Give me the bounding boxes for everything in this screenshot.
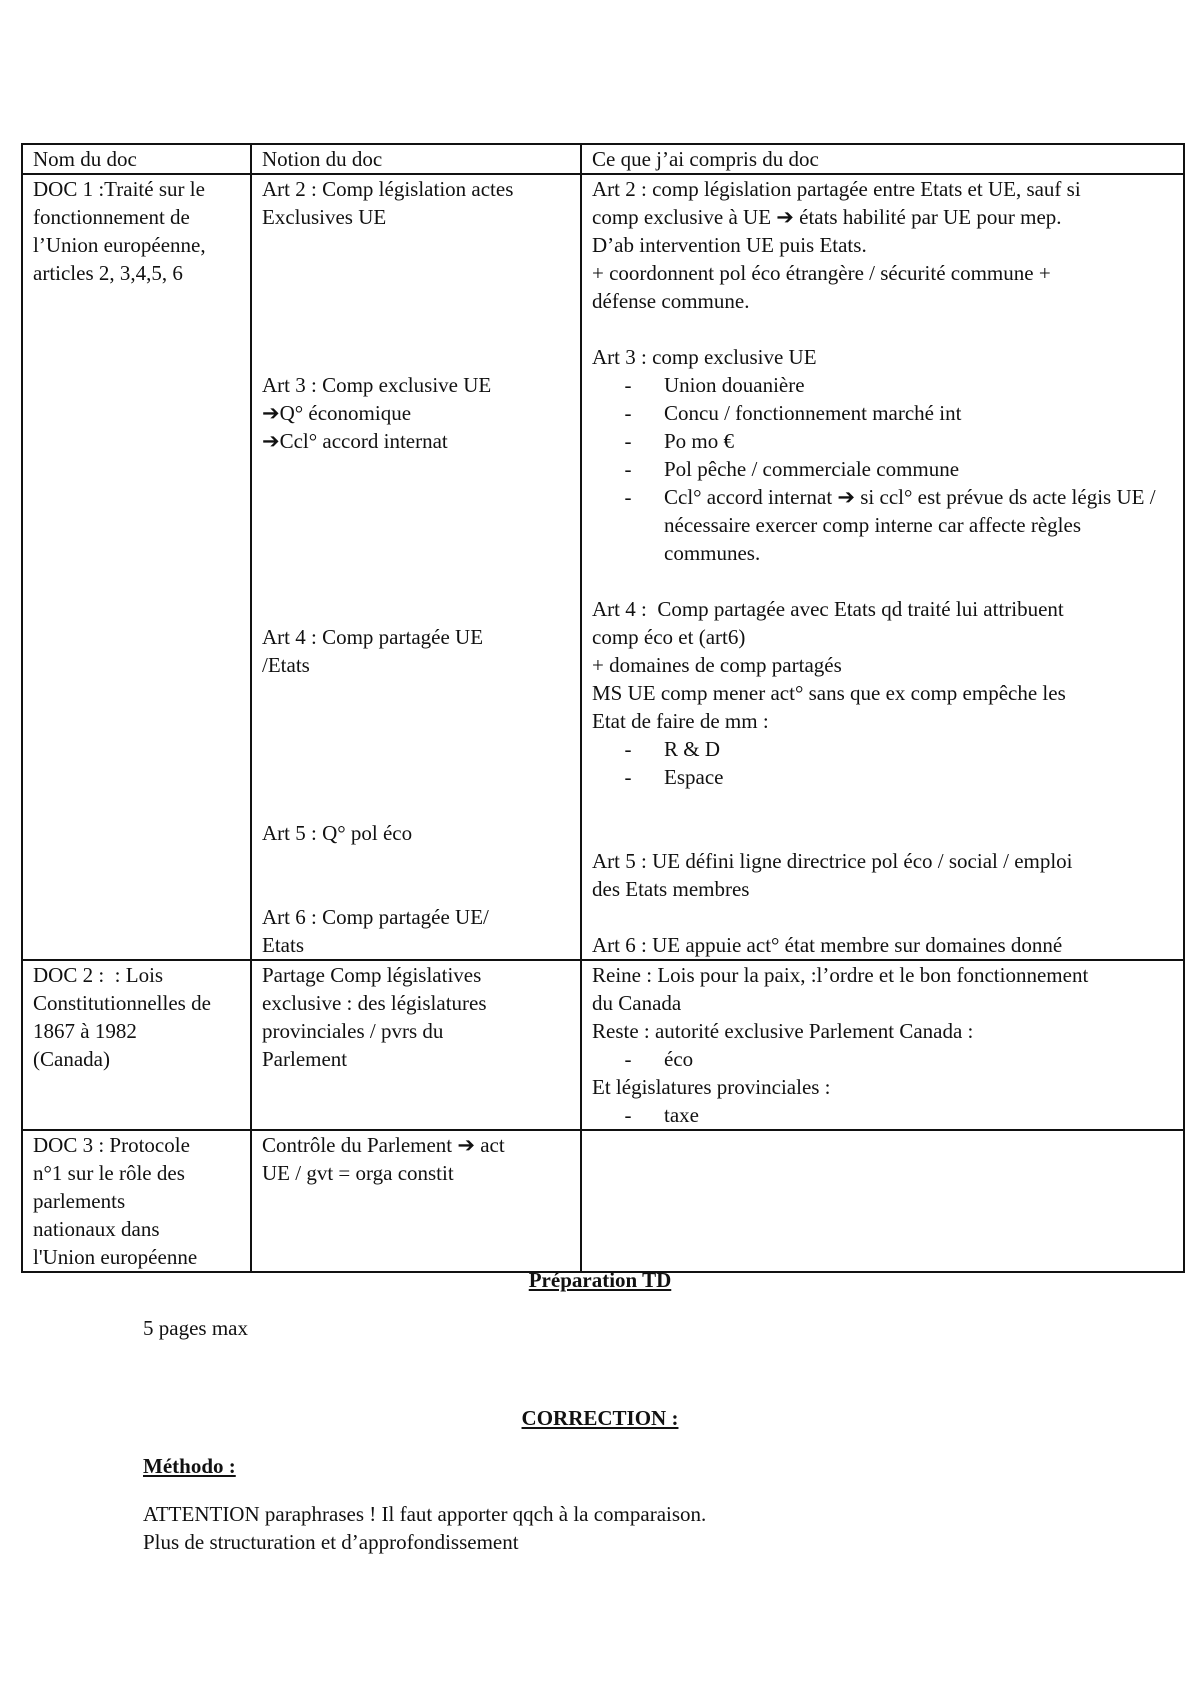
table-row-doc2 bbox=[22, 960, 1184, 1130]
list-item bbox=[592, 455, 1175, 483]
doc1-understood-art4: comp éco et (art6) bbox=[592, 625, 746, 649]
doc1-name-line: l’Union européenne, bbox=[33, 233, 206, 257]
list-item-text: Espace bbox=[664, 765, 724, 789]
list-item bbox=[592, 763, 1175, 791]
doc1-notion-art3: ➔Ccl° accord internat bbox=[262, 429, 448, 453]
doc1-understood-art2: comp exclusive à UE ➔ états habilité par UE pour mep. bbox=[592, 205, 1062, 229]
header-ce-que-jai-compris: Ce que j’ai compris du doc bbox=[581, 144, 1184, 174]
dash-bullet: - bbox=[624, 457, 632, 481]
list-item bbox=[592, 427, 1175, 455]
list-item-text: taxe bbox=[664, 1103, 699, 1127]
doc1-notion-art3: Art 3 : Comp exclusive UE bbox=[262, 373, 492, 397]
list-item bbox=[592, 735, 1175, 763]
list-item-text: Concu / fonctionnement marché int bbox=[664, 401, 962, 425]
doc1-understood-art2: + coordonnent pol éco étrangère / sécurité commune + bbox=[592, 261, 1051, 285]
doc2-notion-line: exclusive : des législatures bbox=[262, 991, 487, 1015]
dash-bullet: - bbox=[624, 765, 632, 789]
doc1-name-line: fonctionnement de bbox=[33, 205, 190, 229]
list-item bbox=[592, 1101, 1175, 1129]
methodo-heading: Méthodo : bbox=[143, 1454, 236, 1478]
doc1-understood-art2: Art 2 : comp législation partagée entre Etats et UE, sauf si bbox=[592, 177, 1081, 201]
list-item-text: éco bbox=[664, 1047, 694, 1071]
correction-title: CORRECTION : bbox=[521, 1406, 679, 1430]
doc1-understood-art5: Art 5 : UE défini ligne directrice pol éco / social / emploi bbox=[592, 849, 1073, 873]
doc3-name-line: l'Union européenne bbox=[33, 1245, 198, 1269]
doc2-name-line: (Canada) bbox=[33, 1047, 110, 1071]
doc1-notion-art6: Etats bbox=[262, 933, 304, 957]
dash-bullet: - bbox=[624, 429, 632, 453]
doc2-understood-line: Reine : Lois pour la paix, :l’ordre et le bon fonctionnement bbox=[592, 963, 1089, 987]
doc2-notion-line: provinciales / pvrs du bbox=[262, 1019, 444, 1043]
doc1-understood-art5: des Etats membres bbox=[592, 877, 750, 901]
doc2-understood-line: Reste : autorité exclusive Parlement Canada : bbox=[592, 1019, 974, 1043]
doc1-name-line: DOC 1 :Traité sur le bbox=[33, 177, 205, 201]
doc3-notion-line: UE / gvt = orga constit bbox=[262, 1161, 454, 1185]
preparation-title: Préparation TD bbox=[528, 1268, 672, 1292]
doc1-name-line: articles 2, 3,4,5, 6 bbox=[33, 261, 183, 285]
pages-max-text: 5 pages max bbox=[143, 1316, 248, 1340]
doc2-name-line: 1867 à 1982 bbox=[33, 1019, 137, 1043]
doc2-name-line: DOC 2 : : Lois bbox=[33, 963, 164, 987]
attention-line: ATTENTION paraphrases ! Il faut apporter qqch à la comparaison. bbox=[143, 1502, 707, 1526]
doc1-name-cell bbox=[22, 174, 251, 960]
dash-bullet: - bbox=[624, 401, 632, 425]
header-nom-du-doc: Nom du doc bbox=[22, 144, 251, 174]
list-item bbox=[592, 399, 1175, 427]
doc2-understood-line: du Canada bbox=[592, 991, 682, 1015]
list-item bbox=[592, 1045, 1175, 1073]
doc1-notion-art4: Art 4 : Comp partagée UE bbox=[262, 625, 484, 649]
list-item bbox=[592, 483, 1175, 567]
doc1-understood-art4: MS UE comp mener act° sans que ex comp empêche les bbox=[592, 681, 1066, 705]
dash-bullet: - bbox=[624, 737, 632, 761]
doc3-notion-cell bbox=[251, 1130, 581, 1272]
list-item-text: Po mo € bbox=[664, 429, 735, 453]
doc2-notion-line: Parlement bbox=[262, 1047, 348, 1071]
list-item-text: R & D bbox=[664, 737, 721, 761]
doc1-notion-art6: Art 6 : Comp partagée UE/ bbox=[262, 905, 489, 929]
dash-bullet: - bbox=[624, 485, 632, 509]
doc1-notion-cell bbox=[251, 174, 581, 960]
dash-bullet: - bbox=[624, 373, 632, 397]
list-item-text: Ccl° accord internat ➔ si ccl° est prévue ds acte légis UE / nécessaire exercer comp interne car affecte règles communes. bbox=[664, 485, 1156, 565]
doc3-name-line: nationaux dans bbox=[33, 1217, 160, 1241]
doc2-notion-cell bbox=[251, 960, 581, 1130]
dash-bullet: - bbox=[624, 1103, 632, 1127]
doc1-understood-art2: D’ab intervention UE puis Etats. bbox=[592, 233, 867, 257]
doc1-understood-art4: + domaines de comp partagés bbox=[592, 653, 842, 677]
doc2-understood-cell bbox=[581, 960, 1184, 1130]
doc1-notion-art3: ➔Q° économique bbox=[262, 401, 412, 425]
structuration-line: Plus de structuration et d’approfondissement bbox=[143, 1530, 519, 1554]
table-header-row bbox=[22, 144, 1184, 174]
doc1-notion-art5: Art 5 : Q° pol éco bbox=[262, 821, 413, 845]
doc1-understood-art4: Etat de faire de mm : bbox=[592, 709, 769, 733]
doc2-understood-line: Et législatures provinciales : bbox=[592, 1075, 831, 1099]
table-row-doc3 bbox=[22, 1130, 1184, 1272]
header-notion-du-doc: Notion du doc bbox=[251, 144, 581, 174]
doc2-name-line: Constitutionnelles de bbox=[33, 991, 211, 1015]
doc1-understood-art4: Art 4 : Comp partagée avec Etats qd traité lui attribuent bbox=[592, 597, 1064, 621]
dash-bullet: - bbox=[624, 1047, 632, 1071]
document-table bbox=[21, 143, 1185, 1273]
list-item-text: Union douanière bbox=[664, 373, 805, 397]
table-row-doc1 bbox=[22, 174, 1184, 960]
doc3-name-line: DOC 3 : Protocole bbox=[33, 1133, 190, 1157]
doc1-understood-art6: Art 6 : UE appuie act° état membre sur domaines donné bbox=[592, 933, 1063, 957]
doc3-name-line: parlements bbox=[33, 1189, 126, 1213]
doc2-name-cell bbox=[22, 960, 251, 1130]
doc1-notion-art2: Exclusives UE bbox=[262, 205, 387, 229]
doc1-notion-art4: /Etats bbox=[262, 653, 310, 677]
doc3-name-cell bbox=[22, 1130, 251, 1272]
doc3-name-line: n°1 sur le rôle des bbox=[33, 1161, 185, 1185]
doc1-understood-art2: défense commune. bbox=[592, 289, 750, 313]
doc3-notion-line: Contrôle du Parlement ➔ act bbox=[262, 1133, 505, 1157]
doc2-notion-line: Partage Comp législatives bbox=[262, 963, 482, 987]
doc1-understood-cell bbox=[581, 174, 1184, 960]
doc3-understood-cell bbox=[581, 1130, 1184, 1272]
doc1-notion-art2: Art 2 : Comp législation actes bbox=[262, 177, 514, 201]
list-item bbox=[592, 371, 1175, 399]
list-item-text: Pol pêche / commerciale commune bbox=[664, 457, 960, 481]
doc1-understood-art3-title: Art 3 : comp exclusive UE bbox=[592, 345, 817, 369]
